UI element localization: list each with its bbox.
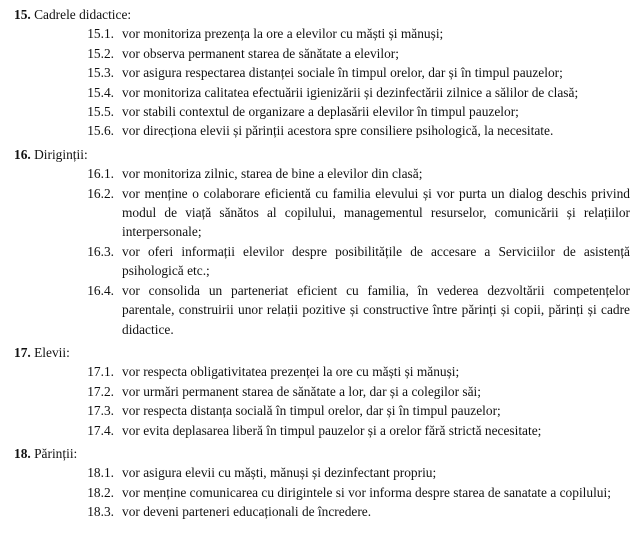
list-item [14,242,630,281]
item-number: 17.3. [87,403,114,419]
item-number: 15.5. [87,104,114,120]
item-text: vor deveni parteneri educaționali de încredere. [122,504,372,520]
item-text: vor monitoriza calitatea efectuării igienizării și dezinfectării zilnice a sălilor de clasă; [122,84,579,100]
item-text: vor observa permanent starea de sănătate a elevilor; [122,45,399,61]
item-number: 17.2. [87,383,114,399]
section-number: 18. [14,445,31,461]
section-title: Diriginții: [34,146,88,162]
section-heading [14,444,630,463]
item-text: vor evita deplasarea liberă în timpul pauzelor și a orelor fără strictă necesitate; [122,422,542,438]
item-number: 15.2. [87,45,114,61]
item-text: vor asigura respectarea distanței sociale în timpul orelor, dar și în timpul pauzelor; [122,65,563,81]
item-text: vor menține comunicarea cu dirigintele si vor informa despre starea de sanatate a copilului; [122,484,611,500]
item-text: vor monitoriza zilnic, starea de bine a elevilor din clasă; [122,166,423,182]
item-text: vor respecta obligativitatea prezenței la ore cu măști și mănuși; [122,364,460,380]
section-heading [14,343,630,362]
list-item [14,281,630,339]
item-text: vor respecta distanța socială în timpul orelor, dar și în timpul pauzelor; [122,403,501,419]
section-1 [14,5,630,141]
list-item [14,63,630,82]
item-number: 16.1. [87,166,114,182]
item-text: vor stabili contextul de organizare a deplasării elevilor în timpul pauzelor; [122,104,519,120]
list-item [14,502,630,521]
list-item [14,184,630,242]
item-number: 16.4. [87,282,114,298]
item-number: 17.4. [87,422,114,438]
list-item [14,164,630,183]
list-item [14,102,630,121]
section-2 [14,145,630,339]
item-text: vor consolida un parteneriat eficient cu familia, în vederea dezvoltării competențelor parentale, construirii unor relații pozitive și constructive între părinți și copii, părinți și cadre didactice. [122,282,630,337]
list-item [14,24,630,43]
item-text: vor oferi informații elevilor despre posibilitățile de accesare a Serviciilor de asistență psihologică etc.; [122,243,630,279]
section-title: Părinții: [34,445,78,461]
list-item [14,401,630,420]
item-number: 15.6. [87,123,114,139]
item-number: 17.1. [87,364,114,380]
section-number: 17. [14,344,31,360]
item-number: 15.3. [87,65,114,81]
section-heading [14,5,630,24]
section-title: Cadrele didactice: [34,7,132,22]
section-title: Elevii: [34,344,70,360]
item-number: 16.3. [87,243,114,259]
list-item [14,382,630,401]
item-number: 15.4. [87,84,114,100]
item-text: vor direcționa elevii și părinții acestora spre consiliere psihologică, la necesitate. [122,123,554,139]
list-item [14,83,630,102]
section-3 [14,343,630,440]
list-item [14,483,630,502]
section-heading [14,145,630,164]
section-number: 16. [14,146,31,162]
item-text: vor monitoriza prezența la ore a elevilor cu măști și mănuși; [122,26,444,42]
section-4 [14,444,630,522]
item-number: 16.2. [87,185,114,201]
list-item [14,44,630,63]
item-number: 18.2. [87,484,114,500]
item-text: vor urmări permanent starea de sănătate a lor, dar și a colegilor săi; [122,383,481,399]
list-item [14,362,630,381]
item-text: vor menține o colaborare eficientă cu familia elevului și vor purta un dialog deschis privind modul de viață sănătos al copilului, managementul resurselor, comunicării și relațiilor interpersonale; [122,185,630,240]
item-text: vor asigura elevii cu măști, mănuși și dezinfectant propriu; [122,465,437,481]
list-item [14,463,630,482]
item-number: 18.3. [87,504,114,520]
list-item [14,421,630,440]
section-number: 15. [14,7,31,22]
item-number: 18.1. [87,465,114,481]
list-item [14,121,630,140]
item-number: 15.1. [87,26,114,42]
